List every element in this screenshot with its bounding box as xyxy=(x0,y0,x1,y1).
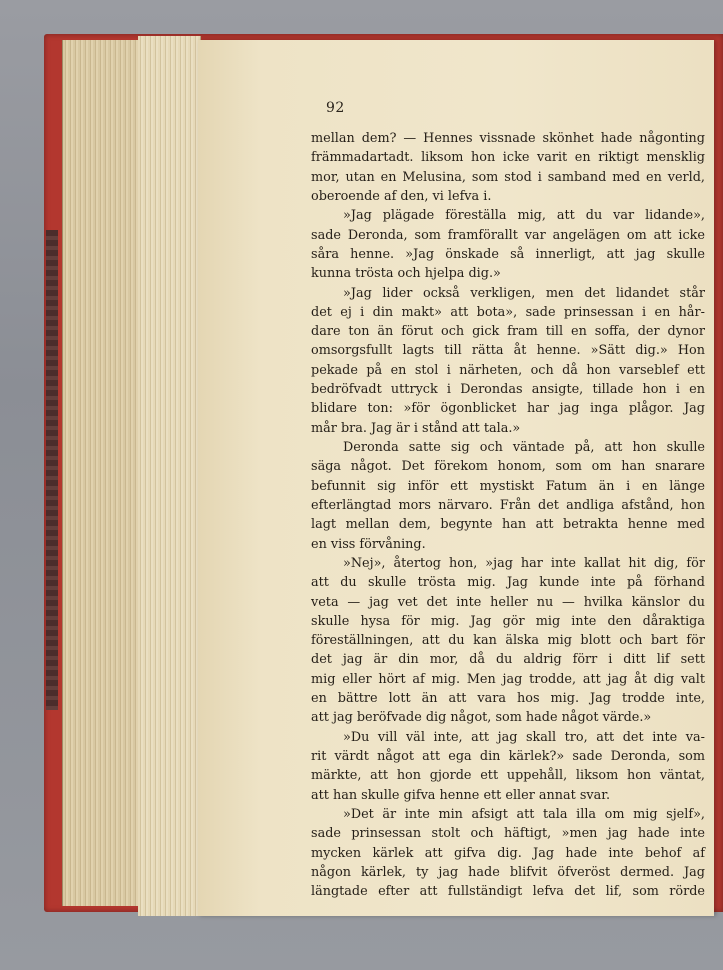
text-line: skulle hysa för mig. Jag gör mig inte den dåraktiga xyxy=(311,613,705,629)
text-line: att jag beröfvade dig något, som hade något värde.» xyxy=(311,710,652,726)
text-line: längtade efter att fullständigt lefva det lif, som rörde xyxy=(311,884,705,900)
text-line: en viss förvåning. xyxy=(311,536,426,552)
text-line: det jag är din mor, då du aldrig förr i ditt lif sett xyxy=(311,652,705,668)
text-line: föreställningen, att du kan älska mig blott och bart för xyxy=(311,633,705,649)
text-line: Deronda satte sig och väntade på, att hon skulle xyxy=(343,440,705,455)
text-line: en bättre lott än att vara hos mig. Jag trodde inte, xyxy=(311,691,705,707)
text-line: efterlängtad mors närvaro. Från det andliga afstånd, hon xyxy=(311,497,705,513)
text-line: blidare ton: »för ögonblicket har jag inga plågor. Jag xyxy=(311,401,705,417)
text-line: det ej i din makt» att bota», sade prinsessan i en hår- xyxy=(311,304,705,320)
text-line: rit värdt något att ega din kärlek?» sade Deronda, som xyxy=(311,749,705,764)
text-line: att du skulle trösta mig. Jag kunde inte på förhand xyxy=(311,575,705,591)
text-line: »Nej», återtog hon, »jag har inte kallat hit dig, för xyxy=(343,555,705,571)
text-line: lagt mellan dem, begynte han att betrakta henne med xyxy=(311,517,705,533)
text-line: mycken kärlek att gifva dig. Jag hade inte behof af xyxy=(311,845,705,861)
body-text xyxy=(311,129,705,902)
text-line: sade prinsessan stolt och häftigt, »men jag hade inte xyxy=(311,826,705,842)
text-line: »Jag lider också verkligen, men det lidandet står xyxy=(343,285,705,301)
text-line: mellan dem? — Hennes vissnade skönhet hade någonting xyxy=(311,131,705,146)
text-line: »Du vill väl inte, att jag skall tro, att det inte va- xyxy=(343,729,705,745)
text-line: pekade på en stol i närheten, och då hon varseblef ett xyxy=(311,362,705,378)
text-line: kunna trösta och hjelpa dig.» xyxy=(311,266,501,282)
page-number: 92 xyxy=(326,100,345,116)
text-line: sade Deronda, som framförallt var angelägen om att icke xyxy=(311,227,705,243)
text-line: säga något. Det förekom honom, som om han snarare xyxy=(311,459,705,475)
cover-binding-strip xyxy=(46,230,58,710)
text-line: omsorgsfullt lagts till rätta åt henne. »Sätt dig.» Hon xyxy=(311,343,705,359)
text-line: att han skulle gifva henne ett eller annat svar. xyxy=(311,787,611,803)
page-edges-stack xyxy=(138,36,201,916)
text-line: »Jag plägade föreställa mig, att du var lidande», xyxy=(343,208,705,224)
text-line: mår bra. Jag är i stånd att tala.» xyxy=(311,420,521,436)
text-line: befunnit sig inför ett mystiskt Fatum än i en länge xyxy=(311,478,705,494)
text-line: oberoende af den, vi lefva i. xyxy=(311,188,492,204)
text-line: mor, utan en Melusina, som stod i samband med en verld, xyxy=(311,169,705,185)
page-edges-left xyxy=(62,40,139,906)
text-line: såra henne. »Jag önskade så innerligt, att jag skulle xyxy=(311,246,705,262)
text-line: »Det är inte min afsigt att tala illa om mig sjelf», xyxy=(343,806,705,822)
text-line: mig eller hört af mig. Men jag trodde, att jag åt dig valt xyxy=(311,671,705,687)
text-line: märkte, att hon gjorde ett uppehåll, liksom hon väntat, xyxy=(311,768,705,784)
text-line: någon kärlek, ty jag hade blifvit öfveröst dermed. Jag xyxy=(311,864,705,880)
text-line: dare ton än förut och gick fram till en soffa, der dynor xyxy=(311,324,705,340)
text-line: främmadartadt. liksom hon icke varit en riktigt mensklig xyxy=(311,150,705,166)
text-line: bedröfvadt uttryck i Derondas ansigte, tillade hon i en xyxy=(311,382,705,398)
text-line: veta — jag vet det inte heller nu — hvilka känslor du xyxy=(311,594,705,610)
